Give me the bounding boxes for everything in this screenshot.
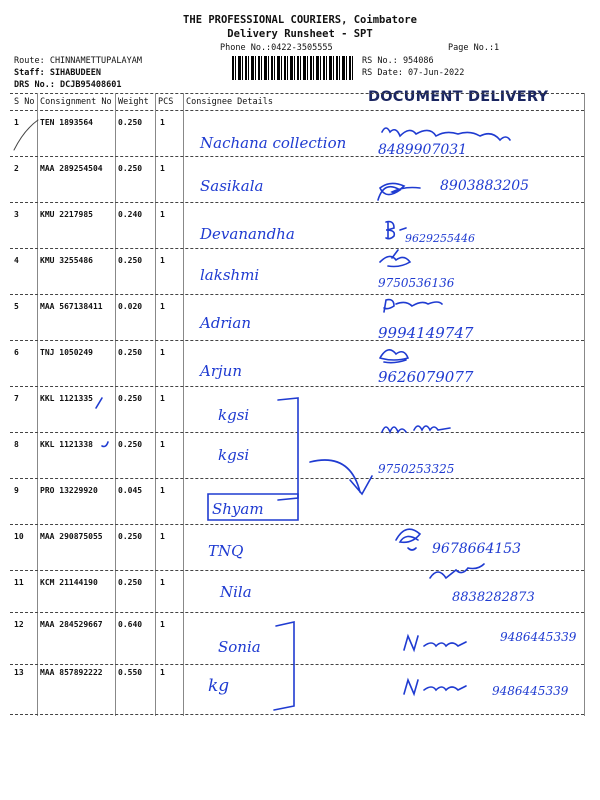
row-pcs: 1 [160, 620, 165, 629]
signature-mark [380, 350, 408, 363]
row-weight: 0.250 [118, 256, 143, 265]
row-weight: 0.020 [118, 302, 143, 311]
row-sno: 2 [14, 164, 19, 173]
row-consignment: KKL 1121335 [40, 394, 93, 403]
grouping-bracket [274, 622, 294, 710]
consignee-name: Sonia [218, 638, 261, 656]
row-sno: 1 [14, 118, 19, 127]
route-label: Route: CHINNAMETTUPALAYAM [14, 56, 142, 66]
row-sno: 12 [14, 620, 24, 629]
consignee-phone: 9629255446 [405, 232, 475, 245]
row-sno: 3 [14, 210, 19, 219]
consignee-name: Shyam [212, 500, 264, 518]
consignee-phone: 9994149747 [378, 324, 474, 342]
row-consignment: KMU 2217985 [40, 210, 93, 219]
row-pcs: 1 [160, 440, 165, 449]
col-header-pcs: PCS [158, 97, 174, 107]
row-sno: 8 [14, 440, 19, 449]
signature-mark [382, 426, 450, 432]
row-consignment: TEN 1893564 [40, 118, 93, 127]
consignee-name: Adrian [200, 314, 252, 332]
consignee-name: TNQ [208, 542, 244, 560]
signature-mark [380, 250, 410, 267]
row-consignment: KCM 21144190 [40, 578, 98, 587]
row-pcs: 1 [160, 578, 165, 587]
tick-mark [102, 442, 108, 447]
margin-mark [14, 120, 38, 150]
row-pcs: 1 [160, 668, 165, 677]
consignee-phone: 9750536136 [378, 276, 455, 290]
tick-mark [96, 398, 102, 408]
consignee-name: Nachana collection [200, 134, 347, 152]
signature-mark [404, 680, 466, 694]
signature-mark [384, 300, 442, 312]
row-weight: 0.250 [118, 394, 143, 403]
col-header-weight: Weight [118, 97, 149, 107]
col-header-consignee: Consignee Details [186, 97, 273, 107]
row-consignment: KKL 1121338 [40, 440, 93, 449]
row-consignment: MAA 284529667 [40, 620, 103, 629]
consignee-phone: 9678664153 [432, 541, 522, 557]
phone-number: Phone No.:0422-3505555 [220, 43, 333, 53]
row-sno: 10 [14, 532, 24, 541]
document-delivery-stamp: DOCUMENT DELIVERY [368, 89, 549, 105]
row-consignment: MAA 567138411 [40, 302, 103, 311]
row-consignment: TNJ 1050249 [40, 348, 93, 357]
consignee-phone: 8838282873 [452, 590, 535, 605]
row-pcs: 1 [160, 394, 165, 403]
signature-mark [430, 564, 484, 578]
row-weight: 0.640 [118, 620, 143, 629]
row-weight: 0.250 [118, 578, 143, 587]
consignee-name: Nila [220, 583, 252, 601]
row-consignment: MAA 857892222 [40, 668, 103, 677]
row-weight: 0.250 [118, 532, 143, 541]
row-sno: 4 [14, 256, 19, 265]
col-header-consignment: Consignment No [40, 97, 112, 107]
row-weight: 0.250 [118, 348, 143, 357]
row-pcs: 1 [160, 256, 165, 265]
consignee-name: Sasikala [200, 177, 264, 195]
row-pcs: 1 [160, 118, 165, 127]
row-weight: 0.045 [118, 486, 143, 495]
grouping-bracket [278, 398, 298, 500]
row-sno: 11 [14, 578, 24, 587]
row-pcs: 1 [160, 486, 165, 495]
consignee-phone: 9486445339 [492, 684, 569, 698]
consignee-name: kg [208, 676, 230, 696]
rs-number: RS No.: 954086 [362, 56, 434, 66]
name-box [208, 494, 298, 520]
row-weight: 0.240 [118, 210, 143, 219]
consignee-phone: 9626079077 [378, 368, 474, 386]
consignee-name: lakshmi [200, 266, 260, 284]
consignee-name: kgsi [218, 446, 250, 464]
row-sno: 5 [14, 302, 19, 311]
row-pcs: 1 [160, 210, 165, 219]
col-header-sno: S No [14, 97, 35, 107]
row-consignment: KMU 3255486 [40, 256, 93, 265]
runsheet-title: Delivery Runsheet - SPT [227, 28, 373, 40]
signature-mark [396, 529, 420, 550]
staff-label: Staff: SIHABUDEEN [14, 68, 101, 78]
row-pcs: 1 [160, 164, 165, 173]
row-pcs: 1 [160, 532, 165, 541]
consignee-name: Devanandha [200, 225, 295, 243]
consignee-phone: 9486445339 [500, 630, 577, 644]
row-pcs: 1 [160, 302, 165, 311]
consignee-phone: 8489907031 [378, 142, 468, 158]
row-consignment: PRO 13229920 [40, 486, 98, 495]
row-pcs: 1 [160, 348, 165, 357]
row-consignment: MAA 290875055 [40, 532, 103, 541]
consignee-name: Arjun [200, 362, 242, 380]
signature-mark [382, 128, 510, 140]
row-sno: 13 [14, 668, 24, 677]
row-weight: 0.250 [118, 118, 143, 127]
row-weight: 0.250 [118, 440, 143, 449]
drs-number: DRS No.: DCJB95408601 [14, 80, 122, 90]
row-weight: 0.550 [118, 668, 143, 677]
company-title: THE PROFESSIONAL COURIERS, Coimbatore [183, 14, 417, 26]
row-consignment: MAA 289254504 [40, 164, 103, 173]
row-sno: 7 [14, 394, 19, 403]
consignee-phone: 8903883205 [440, 178, 530, 194]
row-sno: 6 [14, 348, 19, 357]
rs-date: RS Date: 07-Jun-2022 [362, 68, 465, 78]
signature-mark [386, 222, 406, 239]
row-sno: 9 [14, 486, 19, 495]
row-weight: 0.250 [118, 164, 143, 173]
consignee-phone: 9750253325 [378, 462, 455, 476]
arrow-mark [310, 460, 372, 494]
signature-mark [404, 636, 466, 650]
page-number: Page No.:1 [448, 43, 500, 53]
signature-mark [378, 183, 420, 200]
consignee-name: kgsi [218, 406, 250, 424]
